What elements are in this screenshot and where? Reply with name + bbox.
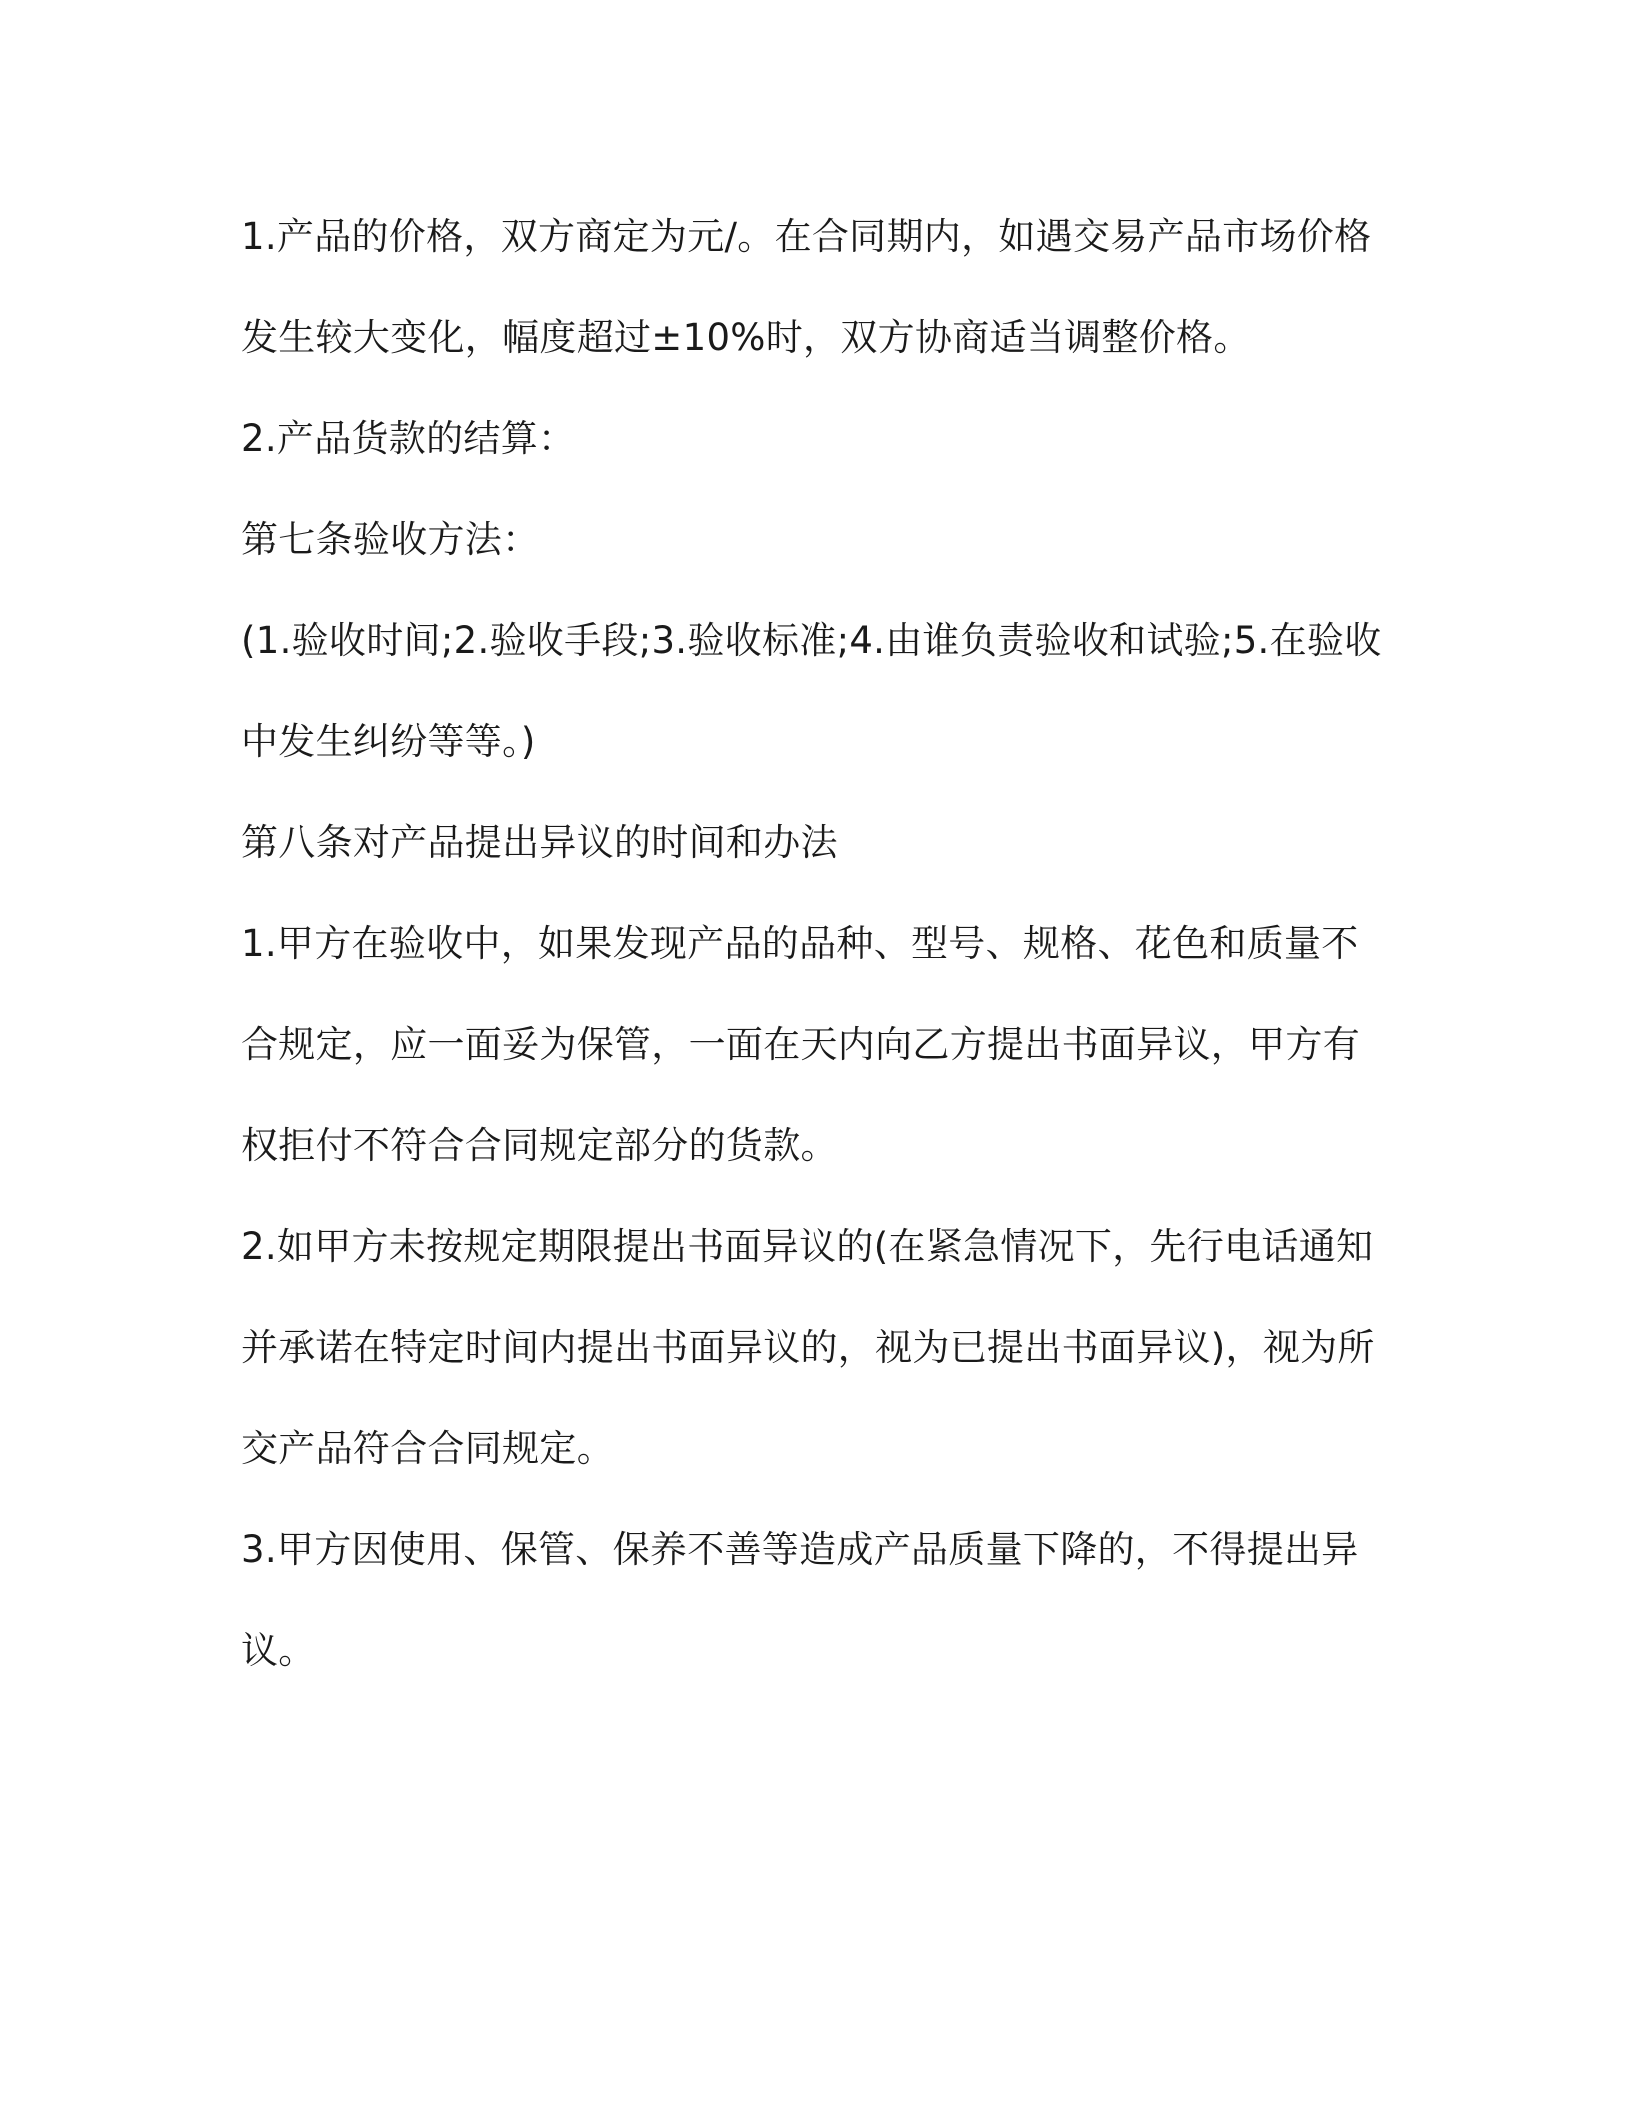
objection-clause-2-line-2: 并承诺在特定时间内提出书面异议的，视为已提出书面异议)，视为所 (241, 1326, 1375, 1369)
objection-clause-1-line-2: 合规定，应一面妥为保管，一面在天内向乙方提出书面异议，甲方有 (241, 1023, 1360, 1066)
price-clause-line-2: 发生较大变化，幅度超过±10%时，双方协商适当调整价格。 (241, 316, 1251, 359)
article-7-heading: 第七条验收方法： (241, 518, 540, 561)
objection-clause-3-line-1: 3.甲方因使用、保管、保养不善等造成产品质量下降的，不得提出异 (241, 1528, 1359, 1571)
objection-clause-2-line-1: 2.如甲方未按规定期限提出书面异议的(在紧急情况下，先行电话通知 (241, 1225, 1374, 1268)
objection-clause-3-line-2: 议。 (241, 1629, 316, 1672)
price-clause-line-1: 1.产品的价格，双方商定为元/。在合同期内，如遇交易产品市场价格 (241, 215, 1372, 258)
objection-clause-1-line-3: 权拒付不符合合同规定部分的货款。 (241, 1124, 838, 1167)
objection-clause-2-line-3: 交产品符合合同规定。 (241, 1427, 614, 1470)
settlement-clause: 2.产品货款的结算： (241, 417, 576, 460)
acceptance-items-line-2: 中发生纠纷等等。) (241, 720, 536, 763)
objection-clause-1-line-1: 1.甲方在验收中，如果发现产品的品种、型号、规格、花色和质量不 (241, 922, 1359, 965)
document-body (241, 186, 1391, 1701)
acceptance-items-line-1: (1.验收时间;2.验收手段;3.验收标准;4.由谁负责验收和试验;5.在验收 (241, 619, 1382, 662)
article-8-heading: 第八条对产品提出异议的时间和办法 (241, 821, 838, 864)
